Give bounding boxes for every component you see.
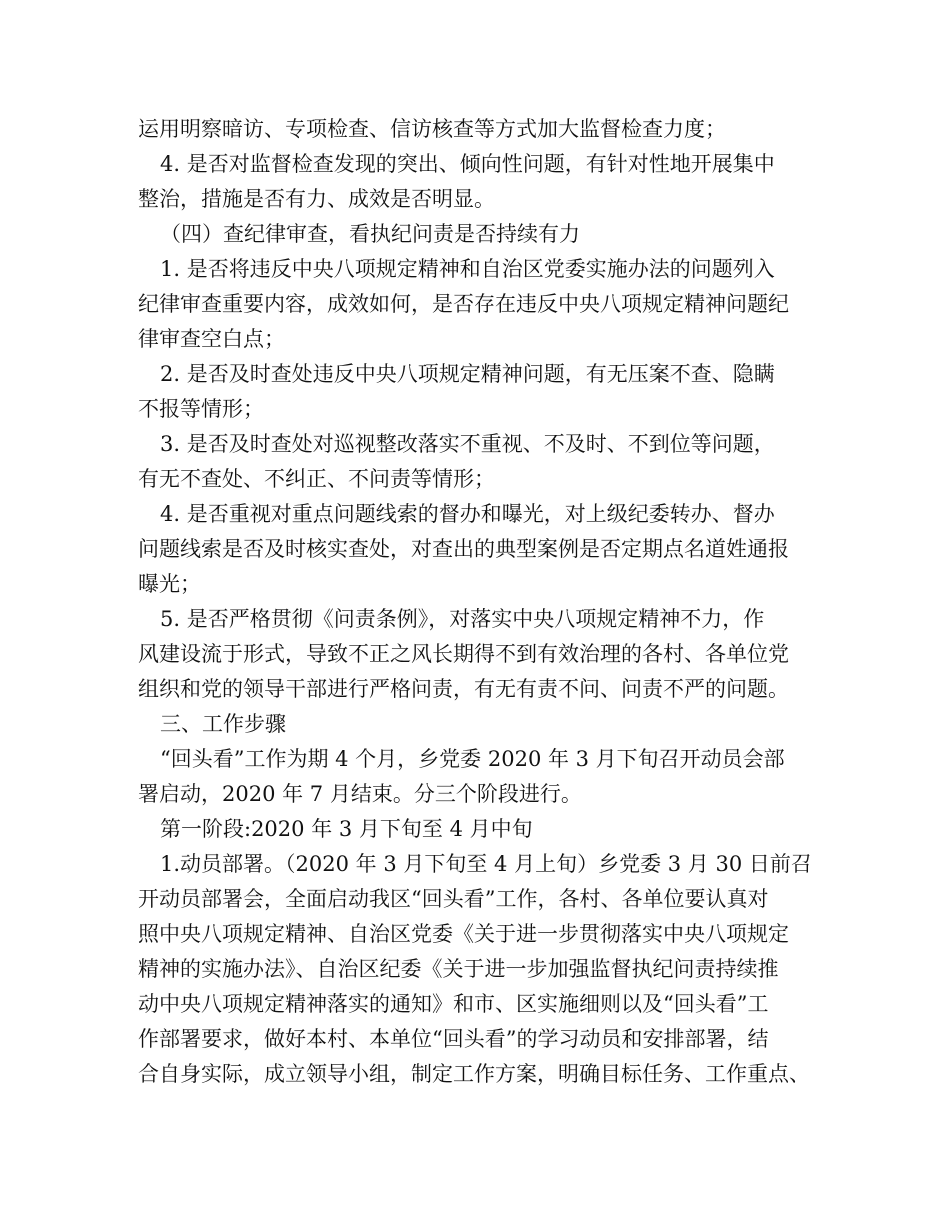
paragraph-line: 不报等情形； [138, 397, 264, 421]
paragraph-line: 运用明察暗访、专项检查、信访核查等方式加大监督检查力度； [138, 117, 726, 141]
paragraph-line: 整治，措施是否有力、成效是否明显。 [138, 187, 495, 211]
paragraph-line: 曝光； [138, 572, 201, 596]
paragraph-line: 纪律审查重要内容，成效如何，是否存在违反中央八项规定精神问题纪 [138, 292, 789, 316]
paragraph-line: 4. 是否对监督检查发现的突出、倾向性问题，有针对性地开展集中 [160, 152, 775, 176]
paragraph-line: 4. 是否重视对重点问题线索的督办和曝光，对上级纪委转办、督办 [160, 502, 775, 526]
paragraph-line: 1.动员部署。（2020 年 3 月下旬至 4 月上旬）乡党委 3 月 30 日前召 [160, 852, 812, 876]
section-heading: 三、工作步骤 [160, 712, 286, 736]
paragraph-line: 署启动，2020 年 7 月结束。分三个阶段进行。 [138, 782, 582, 806]
paragraph-line: 精神的实施办法》、自治区纪委《关于进一步加强监督执纪问责持续推 [138, 957, 779, 981]
paragraph-line: 作部署要求，做好本村、本单位“回头看”的学习动员和安排部署，结 [138, 1027, 769, 1051]
paragraph-line: 3. 是否及时查处对巡视整改落实不重视、不及时、不到位等问题， [160, 432, 775, 456]
paragraph-line: 动中央八项规定精神落实的通知》和市、区实施细则以及“回头看”工 [138, 992, 769, 1016]
paragraph-line: “回头看”工作为期 4 个月，乡党委 2020 年 3 月下旬召开动员会部 [160, 747, 785, 771]
paragraph-line: 2. 是否及时查处违反中央八项规定精神问题，有无压案不查、隐瞒 [160, 362, 775, 386]
paragraph-line: 有无不查处、不纠正、不问责等情形； [138, 467, 495, 491]
document-body [138, 112, 818, 1092]
paragraph-line: 问题线索是否及时核实查处，对查出的典型案例是否定期点名道姓通报 [138, 537, 789, 561]
paragraph-line: 照中央八项规定精神、自治区党委《关于进一步贯彻落实中央八项规定 [138, 922, 789, 946]
paragraph-line: 1. 是否将违反中央八项规定精神和自治区党委实施办法的问题列入 [160, 257, 775, 281]
paragraph-line: 组织和党的领导干部进行严格问责，有无有责不问、问责不严的问题。 [138, 677, 789, 701]
paragraph-line: 合自身实际，成立领导小组，制定工作方案，明确目标任务、工作重点、 [138, 1062, 810, 1086]
paragraph-line: 5. 是否严格贯彻《问责条例》，对落实中央八项规定精神不力，作 [160, 607, 765, 631]
paragraph-line: 律审查空白点； [138, 327, 285, 351]
phase-heading: 第一阶段:2020 年 3 月下旬至 4 月中旬 [160, 817, 533, 841]
paragraph-line: 风建设流于形式，导致不正之风长期得不到有效治理的各村、各单位党 [138, 642, 789, 666]
section-heading: （四）查纪律审查，看执纪问责是否持续有力 [160, 222, 580, 246]
paragraph-line: 开动员部署会，全面启动我区“回头看”工作，各村、各单位要认真对 [138, 887, 769, 911]
